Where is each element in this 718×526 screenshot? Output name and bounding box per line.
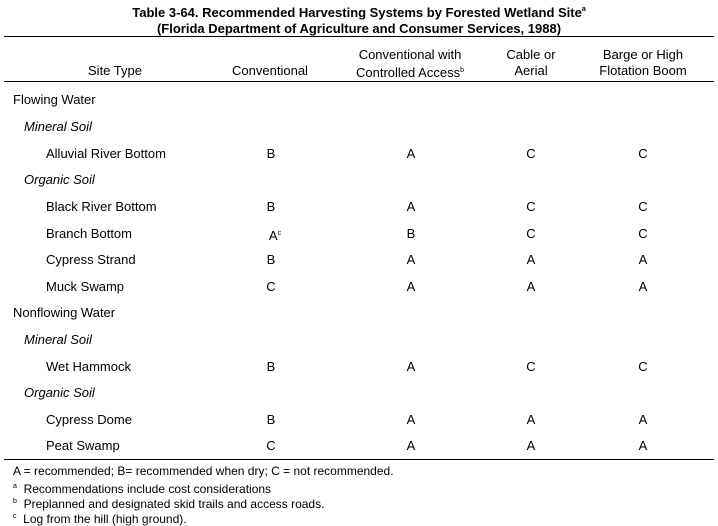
conventional-cell-value: A	[268, 228, 278, 243]
footnote-a	[13, 480, 271, 496]
legend-note: A = recommended; B= recommended when dry; C = not recommended.	[13, 464, 394, 478]
header-barge-line-1: Barge or High	[602, 47, 684, 62]
header-rule	[4, 81, 714, 82]
group-heading: Flowing Water	[13, 92, 96, 107]
site-label: Wet Hammock	[46, 359, 131, 374]
footnote-c	[13, 510, 187, 526]
footnote-b	[13, 495, 324, 511]
cable-aerial-cell: A	[526, 252, 536, 267]
barge-boom-cell: C	[638, 359, 648, 374]
cable-aerial-cell: C	[526, 146, 536, 161]
title-line-1: Table 3-64. Recommended Harvesting Systems by Forested Wetland Site	[132, 5, 582, 20]
conventional-cell: C	[266, 279, 276, 294]
barge-boom-cell: A	[638, 438, 648, 453]
site-label: Cypress Strand	[46, 252, 136, 267]
footnote-b-marker: b	[13, 498, 17, 505]
header-controlled-footnote-marker: b	[460, 67, 464, 74]
site-label: Muck Swamp	[46, 279, 125, 294]
footnote-a-marker: a	[13, 483, 17, 490]
conventional-cell: B	[266, 146, 276, 161]
title-footnote-marker: a	[581, 6, 586, 13]
barge-boom-cell: C	[638, 146, 648, 161]
footnote-a-text: Recommendations include cost considerations	[23, 482, 272, 496]
barge-boom-cell: A	[638, 412, 648, 427]
group-heading: Nonflowing Water	[13, 305, 116, 320]
table-title	[0, 2, 718, 37]
header-controlled-line-1: Conventional with	[358, 47, 462, 62]
controlled-access-cell: A	[406, 252, 416, 267]
header-conventional: Conventional	[232, 63, 308, 78]
cable-aerial-cell: A	[526, 279, 536, 294]
soil-subheading: Organic Soil	[24, 385, 95, 400]
controlled-access-cell: A	[406, 359, 416, 374]
title-line-2: (Florida Department of Agriculture and Consumer Services, 1988)	[156, 21, 562, 36]
footnote-c-marker: c	[13, 513, 17, 520]
controlled-access-cell: A	[406, 438, 416, 453]
site-label: Branch Bottom	[46, 226, 132, 241]
conventional-cell: B	[266, 252, 276, 267]
header-cable-line-2: Aerial	[514, 63, 548, 78]
site-label: Cypress Dome	[46, 412, 132, 427]
cable-aerial-cell: C	[526, 199, 536, 214]
footnote-c-text: Log from the hill (high ground).	[23, 512, 187, 526]
conventional-cell: B	[266, 359, 276, 374]
controlled-access-cell: A	[406, 199, 416, 214]
barge-boom-cell: C	[638, 226, 648, 241]
controlled-access-cell: B	[406, 226, 416, 241]
barge-boom-cell: A	[638, 279, 648, 294]
site-label: Peat Swamp	[46, 438, 120, 453]
barge-boom-cell: A	[638, 252, 648, 267]
cable-aerial-cell: A	[526, 412, 536, 427]
soil-subheading: Mineral Soil	[24, 119, 92, 134]
soil-subheading: Organic Soil	[24, 172, 95, 187]
controlled-access-cell: A	[406, 412, 416, 427]
header-controlled-line-2: Controlled Access	[356, 65, 461, 80]
cable-aerial-cell: A	[526, 438, 536, 453]
header-site-type: Site Type	[88, 63, 142, 78]
controlled-access-cell: A	[406, 279, 416, 294]
header-controlled-access	[335, 47, 485, 81]
conventional-cell	[245, 226, 305, 244]
barge-boom-cell: C	[638, 199, 648, 214]
conventional-cell: C	[266, 438, 276, 453]
footnote-b-text: Preplanned and designated skid trails and access roads.	[23, 497, 325, 511]
cable-aerial-cell: C	[526, 359, 536, 374]
conventional-cell: B	[266, 199, 276, 214]
header-barge-line-2: Flotation Boom	[599, 63, 687, 78]
soil-subheading: Mineral Soil	[24, 332, 92, 347]
top-rule	[4, 36, 714, 37]
cell-footnote-marker: c	[277, 230, 282, 237]
site-label: Black River Bottom	[46, 199, 157, 214]
header-cable-aerial	[490, 47, 572, 79]
header-cable-line-1: Cable or	[506, 47, 556, 62]
cable-aerial-cell: C	[526, 226, 536, 241]
bottom-rule	[4, 459, 714, 460]
site-label: Alluvial River Bottom	[46, 146, 166, 161]
conventional-cell: B	[266, 412, 276, 427]
header-barge-boom	[578, 47, 708, 79]
controlled-access-cell: A	[406, 146, 416, 161]
